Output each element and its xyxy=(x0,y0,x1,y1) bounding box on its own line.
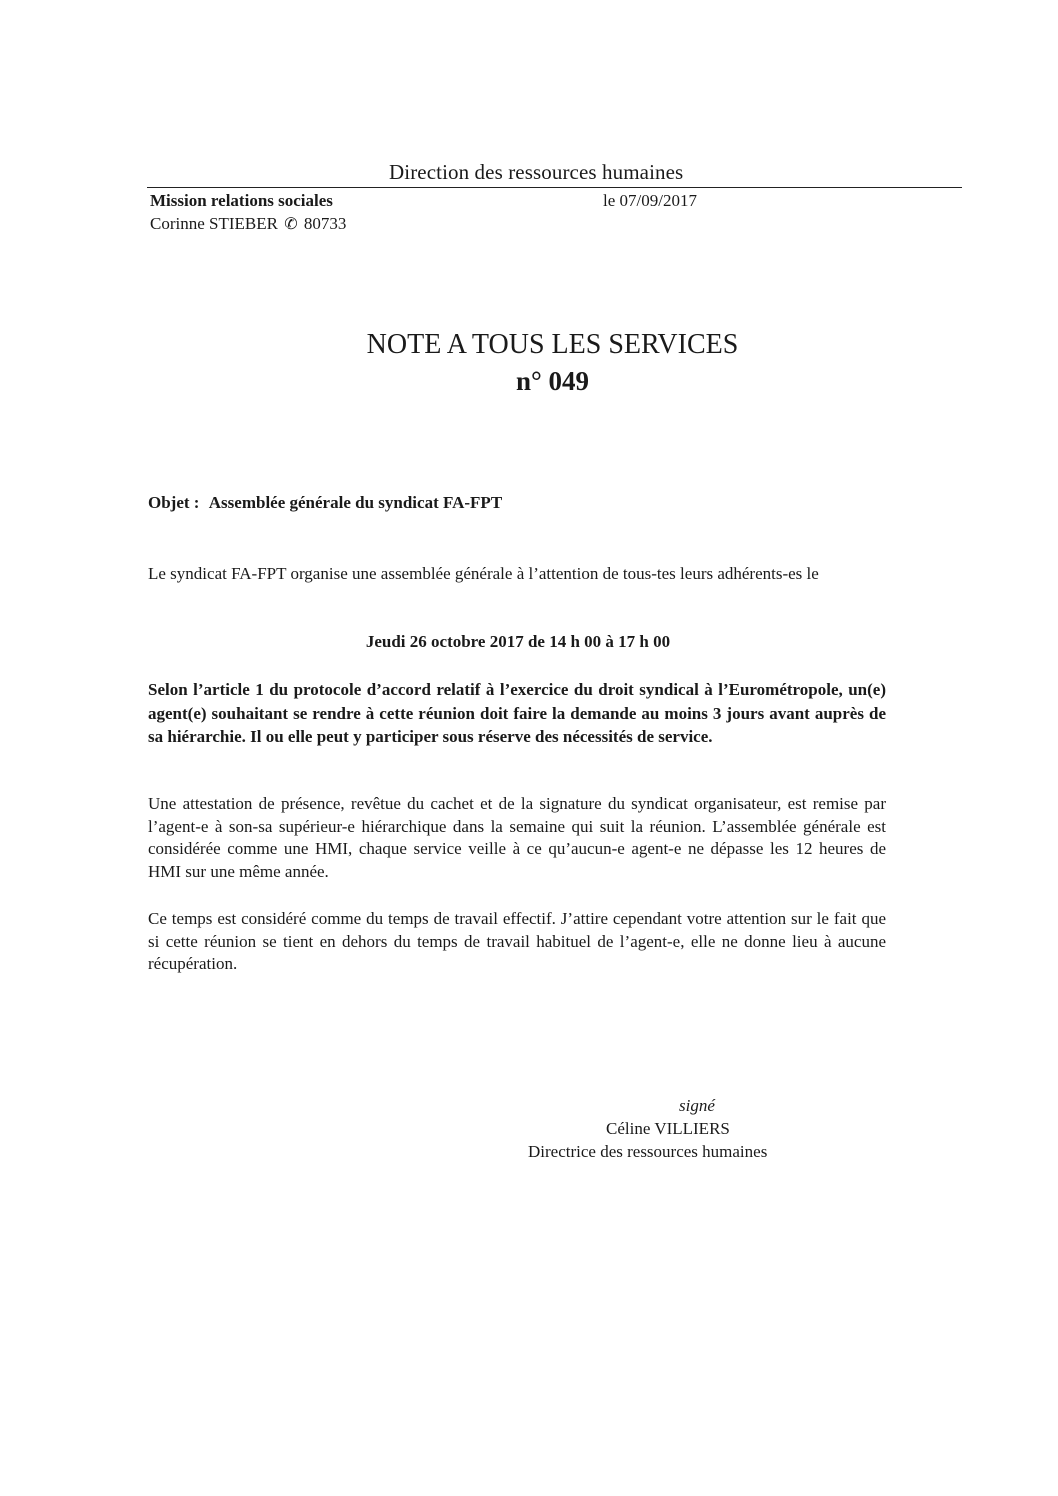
paragraph-intro: Le syndicat FA-FPT organise une assemblée générale à l’attention de tous-tes leurs adhérents-es le xyxy=(148,564,819,583)
subject-label: Objet : xyxy=(148,493,200,512)
phone-icon: ✆ xyxy=(284,216,298,233)
contact-name: Corinne STIEBER xyxy=(150,214,278,233)
event-date: Jeudi 26 octobre 2017 de 14 h 00 à 17 h 00 xyxy=(365,632,671,651)
signature-signed: signé xyxy=(679,1096,715,1115)
signatory-role: Directrice des ressources humaines xyxy=(528,1142,768,1161)
subject-line xyxy=(148,493,502,513)
department-title: Direction des ressources humaines xyxy=(389,160,684,184)
document-date: le 07/09/2017 xyxy=(603,191,697,210)
contact-phone: 80733 xyxy=(303,214,347,233)
header-divider xyxy=(147,187,962,188)
paragraph-attestation: Une attestation de présence, revêtue du cachet et de la signature du syndicat organisateur, est remise par l’agent-e à son-sa supérieur-e hiérarchique dans la semaine qui suit la réunion. L’assemblée générale est considérée comme une HMI, chaque service veille à ce qu’aucun-e agent-e ne dépasse les 12 heures de HMI sur une même année. xyxy=(148,794,886,881)
signatory-name: Céline VILLIERS xyxy=(606,1119,730,1138)
mission-label: Mission relations sociales xyxy=(150,191,333,210)
subject-text: Assemblée générale du syndicat FA-FPT xyxy=(208,493,503,512)
paragraph-article: Selon l’article 1 du protocole d’accord relatif à l’exercice du droit syndical à l’Eurométropole, un(e) agent(e) souhaitant se rendre à cette réunion doit faire la demande au moins 3 jours avant auprès de sa hiérarchie. Il ou elle peut y participer sous réserve des nécessités de service. xyxy=(148,680,886,746)
contact-line xyxy=(150,214,346,234)
paragraph-work-time: Ce temps est considéré comme du temps de travail effectif. J’attire cependant votre attention sur le fait que si cette réunion se tient en dehors du temps de travail habituel de l’agent-e, elle ne donne lieu à aucune récupération. xyxy=(148,909,886,973)
note-number: n° 049 xyxy=(515,366,590,396)
note-title: NOTE A TOUS LES SERVICES xyxy=(366,329,739,360)
signature-block xyxy=(520,1094,820,1163)
